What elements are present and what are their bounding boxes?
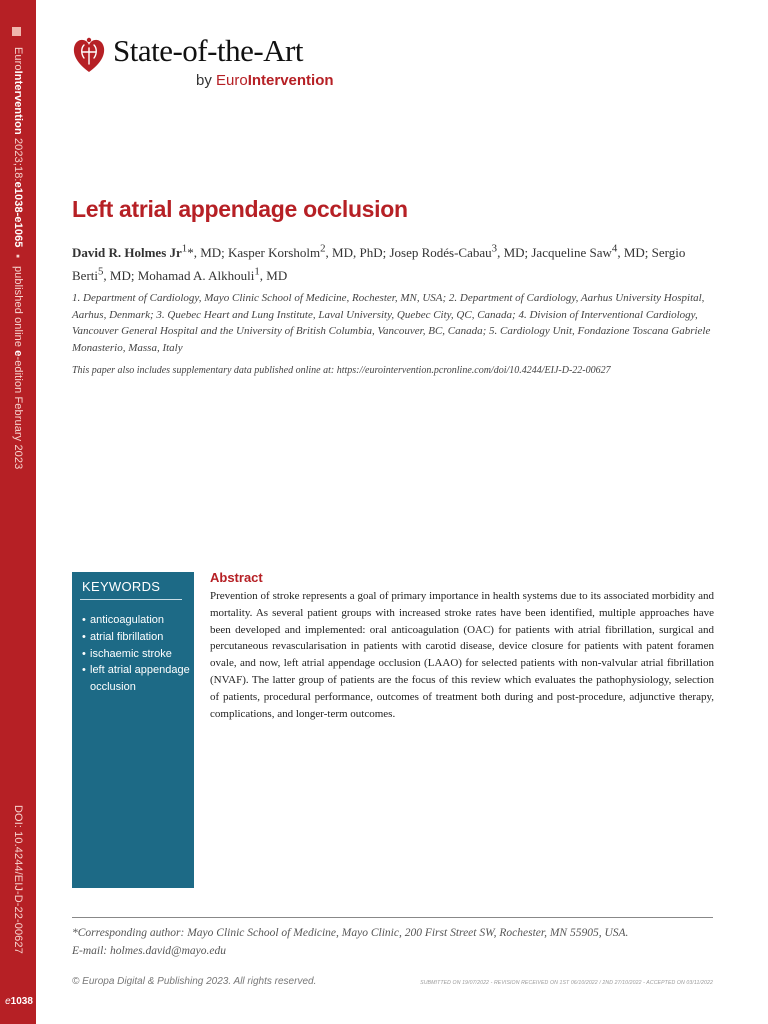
author-list bbox=[72, 240, 714, 285]
affiliations: 1. Department of Cardiology, Mayo Clinic School of Medicine, Rochester, MN, USA; 2. Department of Cardiology, Aarhus University Hospital, Aarhus, Denmark; 3. Quebec Heart and Lung Institute, Laval University, Quebec City, QC, Canada; 4. Division of Interventional Cardiology, Vancouver General Hospital and the University of British Columbia, Vancouver, BC, Canada; 5. Cardiology Unit, Fondazione Toscana Gabriele Monasterio, Massa, Italy bbox=[72, 292, 711, 354]
heart-logo-icon bbox=[72, 36, 106, 74]
author: Jacqueline Saw$^4$, MD; bbox=[531, 243, 652, 261]
sidebar-doi: DOI: 10.4244/EIJ-D-22-00627 bbox=[12, 805, 24, 954]
sidebar-citation: EuroIntervention 2023;18:e1038-e1065 ▪ published online e-edition February 2023 bbox=[12, 47, 24, 470]
keywords-box bbox=[72, 572, 194, 888]
copyright: © Europa Digital & Publishing 2023. All rights reserved. bbox=[72, 976, 317, 987]
author: Josep Rodés-Cabau$^3$, MD; bbox=[389, 243, 532, 261]
keyword-item: • atrial fibrillation bbox=[82, 629, 192, 646]
abstract-body: Prevention of stroke represents a goal of primary importance in health systems due to its associated morbidity and mortality. As several patient groups with increased stroke rates have been identified, multiple approaches have been developed and implemented: oral anticoagulation (OAC) for patients with atrial fibrillation, surgical and percutaneous revascularisation in patients with carotid disease, device closure for patients with patent foramen ovale, and now, left atrial appendage occlusion (LAAO) for selected patients with non-valvular atrial fibrillation (NVAF). The latter group of patients are the focus of this review which evaluates the pathophysiology, selection of patients, procedural performance, outcomes of treatment both during and post-procedure, adjunctive therapy, complications, and longer-term outcomes. bbox=[210, 590, 714, 720]
abstract-heading: Abstract bbox=[210, 570, 263, 585]
author: David R. Holmes Jr$^1$*, MD; bbox=[72, 243, 229, 261]
keyword-item: • anticoagulation bbox=[82, 612, 192, 629]
submission-dates: SUBMITTED ON 19/07/2022 - REVISION RECEIVED ON 1ST 06/10/2022 / 2ND 27/10/2022 - ACCEPTED ON 03/11/2022 bbox=[420, 980, 713, 986]
logo-byline: by EuroIntervention bbox=[196, 72, 334, 89]
author: Kasper Korsholm$^2$, MD, PhD; bbox=[228, 243, 390, 261]
keywords-list bbox=[82, 612, 192, 696]
keywords-divider bbox=[80, 599, 182, 600]
author: Mohamad A. Alkhouli$^1$, MD bbox=[137, 265, 288, 283]
keywords-title: KEYWORDS bbox=[82, 579, 161, 594]
logo-title: State-of-the-Art bbox=[113, 33, 303, 68]
corresponding-address: *Corresponding author: Mayo Clinic School of Medicine, Mayo Clinic, 200 First Street SW, Rochester, MN 55905, USA. bbox=[72, 927, 629, 939]
keyword-item: • ischaemic stroke bbox=[82, 646, 192, 663]
keyword-item: • left atrial appendage occlusion bbox=[82, 662, 192, 696]
supplementary-note: This paper also includes supplementary data published online at: https://eurointervention.pcronline.com/doi/10.4244/EIJ-D-22-00627 bbox=[72, 365, 611, 376]
journal-sidebar bbox=[0, 0, 36, 1024]
sidebar-square-icon bbox=[12, 27, 21, 36]
author: Sergio Berti$^5$, MD; bbox=[72, 245, 686, 283]
footer-divider bbox=[72, 917, 713, 918]
corresponding-email[interactable]: E-mail: holmes.david@mayo.edu bbox=[72, 945, 226, 957]
page-number: e1038 bbox=[5, 996, 33, 1007]
article-title: Left atrial appendage occlusion bbox=[72, 196, 408, 222]
corresponding-author bbox=[72, 924, 712, 960]
